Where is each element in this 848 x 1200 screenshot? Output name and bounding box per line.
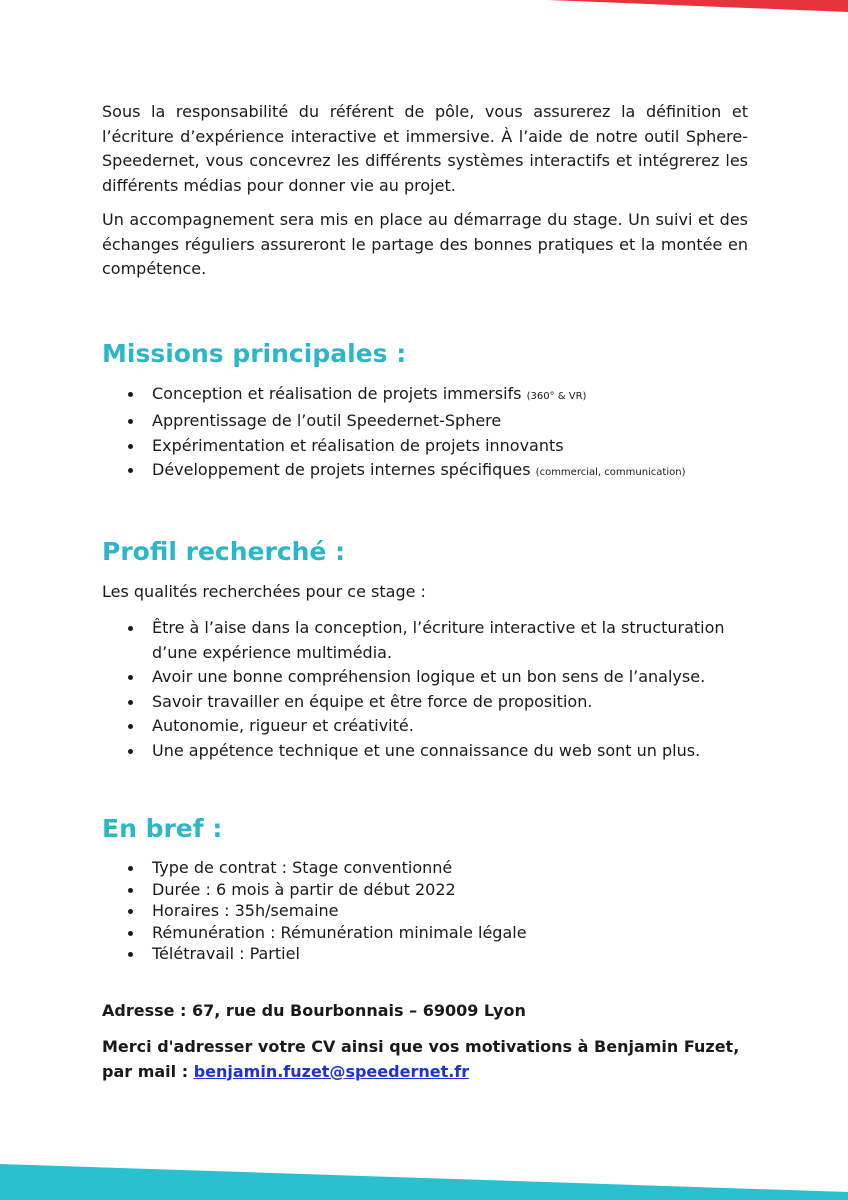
list-item: [102, 458, 748, 486]
list-item-text: Développement de projets internes spécifiques: [152, 460, 536, 479]
document-body: [102, 100, 748, 1084]
list-item: Savoir travailler en équipe et être force de proposition.: [102, 690, 748, 715]
list-item: [102, 409, 748, 434]
mail-prefix: par mail :: [102, 1061, 194, 1081]
list-item: Horaires : 35h/semaine: [102, 900, 748, 922]
missions-list: [102, 382, 748, 486]
list-item: Durée : 6 mois à partir de début 2022: [102, 879, 748, 901]
contact-text: Merci d'adresser votre CV ainsi que vos motivations à Benjamin Fuzet,: [102, 1037, 740, 1056]
list-item: Une appétence technique et une connaissance du web sont un plus.: [102, 739, 748, 764]
intro-paragraph-1: Sous la responsabilité du référent de pôle, vous assurerez la définition et l’écriture d’expérience interactive et immersive. À l’aide de notre outil Sphere-Speedernet, vous concevrez les différents systèmes interactifs et intégrerez les différents médias pour donner vie au projet.: [102, 102, 748, 195]
bottom-teal-stripe: [0, 1158, 848, 1200]
list-item: Avoir une bonne compréhension logique et un bon sens de l’analyse.: [102, 665, 748, 690]
bref-list: [102, 857, 748, 965]
list-item: Être à l’aise dans la conception, l’écriture interactive et la structuration d’une expérience multimédia.: [102, 616, 748, 665]
list-item: [102, 434, 748, 459]
list-item-text: Apprentissage de l’outil Speedernet-Sphere: [152, 411, 502, 430]
intro-paragraph-2: Un accompagnement sera mis en place au démarrage du stage. Un suivi et des échanges réguliers assureront le partage des bonnes pratiques et la montée en compétence.: [102, 210, 748, 278]
address-line: Adresse : 67, rue du Bourbonnais – 69009 Lyon: [102, 1000, 526, 1020]
email-link[interactable]: benjamin.fuzet@speedernet.fr: [193, 1061, 470, 1081]
list-item: Rémunération : Rémunération minimale légale: [102, 922, 748, 944]
list-item: [102, 382, 748, 410]
list-item-note: (360° & VR): [526, 390, 587, 402]
list-item-text: Conception et réalisation de projets immersifs: [152, 383, 527, 403]
list-item-text: Expérimentation et réalisation de projets innovants: [152, 435, 564, 455]
list-item-note: (commercial, communication): [535, 467, 686, 478]
bref-heading: En bref :: [102, 814, 223, 843]
list-item: Type de contrat : Stage conventionné: [102, 857, 748, 879]
list-item: Autonomie, rigueur et créativité.: [102, 714, 748, 739]
list-item: Télétravail : Partiel: [102, 943, 748, 965]
missions-heading: Missions principales :: [102, 338, 407, 368]
profil-list: [102, 616, 748, 763]
profil-heading: Profil recherché :: [102, 536, 346, 566]
profil-intro: Les qualités recherchées pour ce stage :: [102, 581, 426, 601]
top-red-stripe: [0, 0, 848, 14]
contact-paragraph: [102, 1035, 748, 1084]
